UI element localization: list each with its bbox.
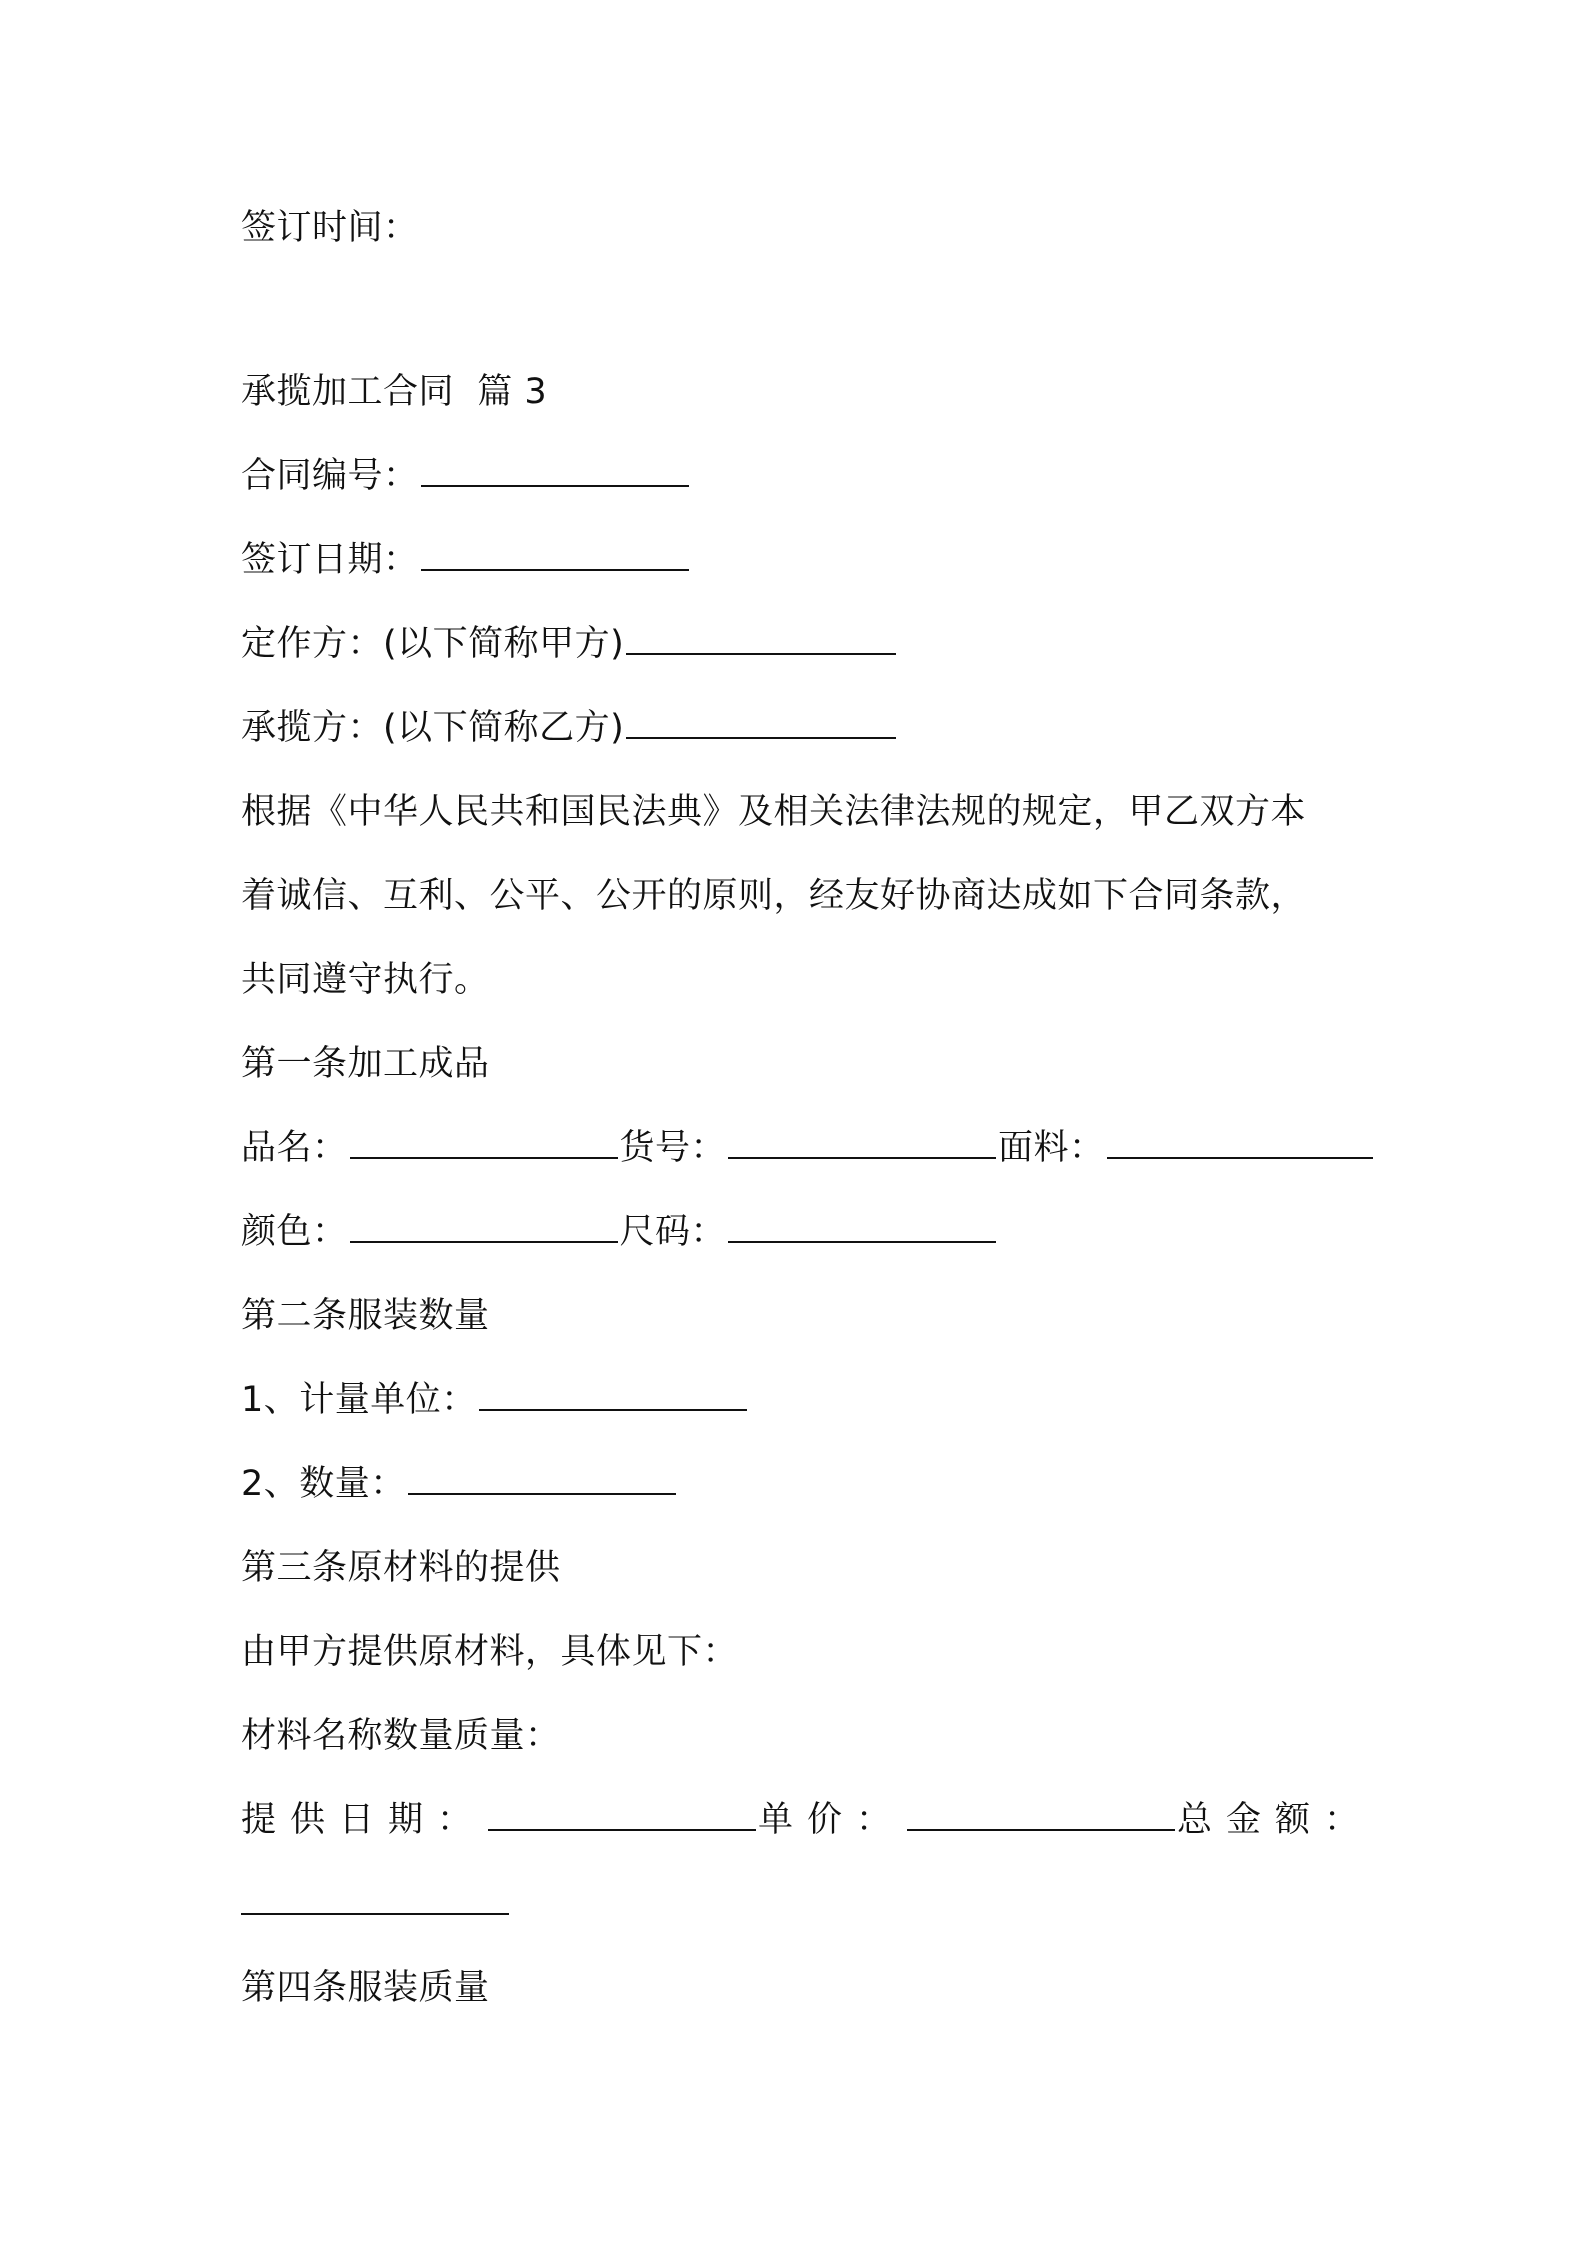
product-name-label: 品名：: [241, 1128, 348, 1168]
unit-blank[interactable]: [479, 1379, 747, 1411]
article2-heading: 第二条服装数量: [241, 1296, 490, 1336]
fabric-label: 面料：: [998, 1128, 1105, 1168]
contract-no-row: [241, 454, 691, 498]
article1-color-row: [241, 1210, 998, 1254]
sign-date-row: [241, 538, 691, 582]
party-a-row: [241, 622, 898, 666]
item-no-blank[interactable]: [728, 1127, 996, 1159]
party-b-row: [241, 706, 898, 750]
fabric-blank[interactable]: [1107, 1127, 1373, 1159]
color-label: 颜色：: [241, 1212, 348, 1252]
party-a-label: 定作方：(以下简称甲方): [241, 624, 625, 664]
party-a-blank[interactable]: [626, 623, 896, 655]
party-b-label: 承揽方：(以下简称乙方): [241, 708, 625, 748]
total-blank-row: [241, 1882, 511, 1926]
supply-date-blank[interactable]: [488, 1799, 756, 1831]
item-no-label: 货号：: [619, 1128, 727, 1168]
unit-price-label: 单价：: [758, 1800, 906, 1840]
article2-qty-row: [241, 1462, 678, 1506]
article3-heading: 第三条原材料的提供: [241, 1548, 561, 1588]
sign-date-blank[interactable]: [421, 539, 689, 571]
preamble-line-3: 共同遵守执行。: [241, 960, 490, 1000]
product-name-blank[interactable]: [350, 1127, 618, 1159]
article2-unit-row: [241, 1378, 749, 1422]
article1-product-row: [241, 1126, 1375, 1170]
size-label: 尺码：: [619, 1212, 727, 1252]
preamble-line-2: 着诚信、互利、公平、公开的原则，经友好协商达成如下合同条款，: [241, 876, 1307, 916]
total-label: 总金额：: [1177, 1800, 1374, 1840]
article3-materials: 材料名称数量质量：: [241, 1716, 561, 1756]
size-blank[interactable]: [728, 1211, 996, 1243]
color-blank[interactable]: [350, 1211, 618, 1243]
article3-supply-row: [241, 1798, 1373, 1842]
total-blank[interactable]: [241, 1883, 509, 1915]
article4-heading: 第四条服装质量: [241, 1968, 490, 2008]
qty-blank[interactable]: [408, 1463, 676, 1495]
preamble-line-1: 根据《中华人民共和国民法典》及相关法律法规的规定，甲乙双方本: [241, 792, 1307, 832]
signing-time-label: 签订时间：: [241, 208, 419, 248]
unit-price-blank[interactable]: [907, 1799, 1175, 1831]
sign-date-label: 签订日期：: [241, 540, 419, 580]
qty-label: 2、数量：: [241, 1464, 406, 1504]
contract-no-blank[interactable]: [421, 455, 689, 487]
article3-text: 由甲方提供原材料，具体见下：: [241, 1632, 739, 1672]
supply-date-label: 提供日期：: [241, 1800, 487, 1840]
party-b-blank[interactable]: [626, 707, 896, 739]
unit-label: 1、计量单位：: [241, 1380, 477, 1420]
contract-no-label: 合同编号：: [241, 456, 419, 496]
contract-title: 承揽加工合同 篇 3: [241, 372, 548, 412]
article1-heading: 第一条加工成品: [241, 1044, 490, 1084]
